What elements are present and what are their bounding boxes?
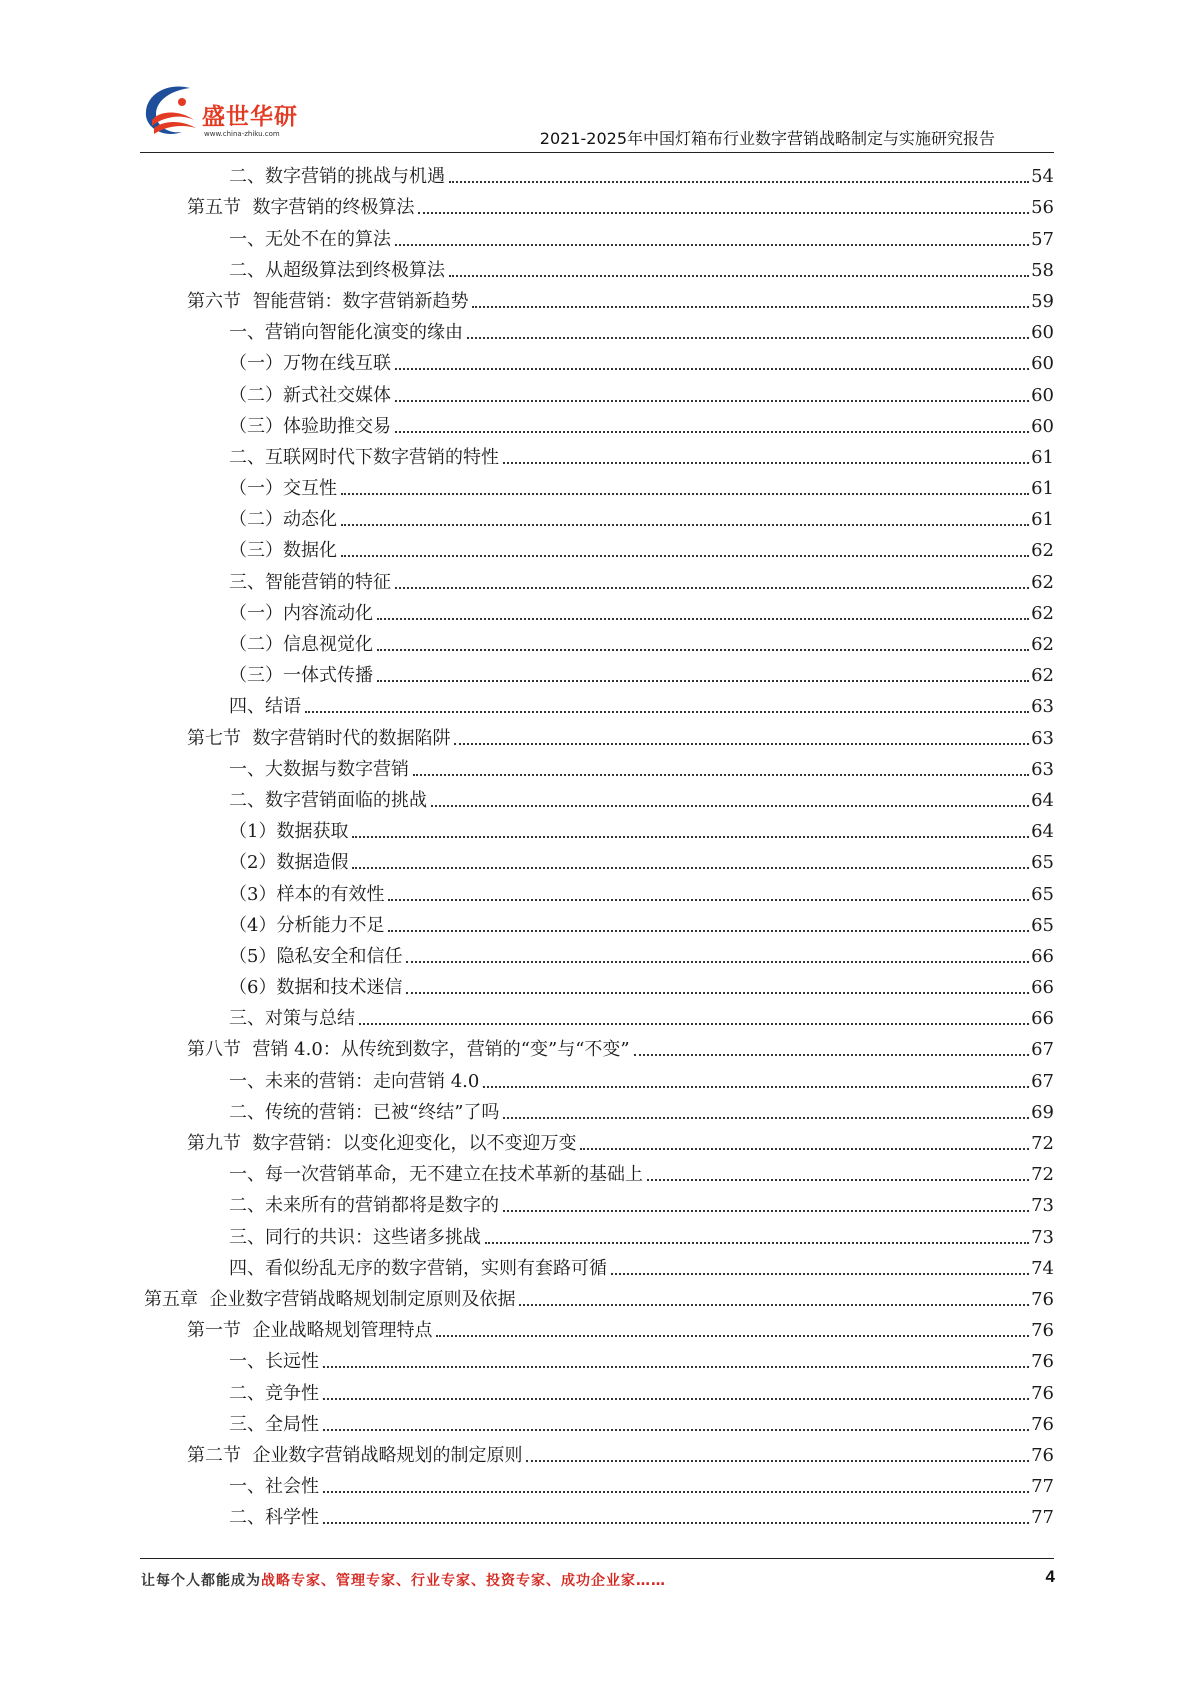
toc-dot-leader <box>352 866 1029 869</box>
toc-entry-title: （三）体验助推交易 <box>229 415 391 437</box>
toc-entry-page: 76 <box>1031 1288 1054 1310</box>
toc-entry-title: 第一节 企业战略规划管理特点 <box>187 1320 433 1342</box>
toc-dot-leader <box>483 1085 1029 1088</box>
toc-entry-page: 66 <box>1031 977 1054 999</box>
toc-entry-title: 一、无处不在的算法 <box>229 228 391 250</box>
toc-entry[interactable] <box>0 252 1191 283</box>
toc-entry-title: 一、长远性 <box>229 1351 319 1373</box>
toc-entry-title: 二、数字营销的挑战与机遇 <box>229 166 445 188</box>
logo-website: www.china-zhiku.com <box>204 130 280 138</box>
footer-slogan <box>141 1570 666 1590</box>
toc-entry-page: 76 <box>1031 1320 1054 1342</box>
toc-entry-title: 二、互联网时代下数字营销的特性 <box>229 446 499 468</box>
toc-entry-page: 54 <box>1031 166 1054 188</box>
toc-dot-leader <box>519 1303 1029 1306</box>
toc-entry-title: （一）交互性 <box>229 478 337 500</box>
toc-entry-page: 63 <box>1031 696 1054 718</box>
toc-dot-leader <box>359 1022 1029 1025</box>
toc-entry-page: 76 <box>1031 1413 1054 1435</box>
toc-entry[interactable] <box>0 844 1191 875</box>
toc-dot-leader <box>323 1521 1029 1524</box>
toc-dot-leader <box>413 773 1029 776</box>
toc-entry-page: 61 <box>1031 478 1054 500</box>
toc-entry-page: 60 <box>1031 322 1054 344</box>
toc-entry-page: 65 <box>1031 914 1054 936</box>
toc-dot-leader <box>341 523 1029 526</box>
toc-dot-leader <box>406 960 1029 963</box>
toc-entry-title: （2）数据造假 <box>229 852 349 874</box>
toc-entry[interactable] <box>0 532 1191 563</box>
toc-entry-page: 76 <box>1031 1351 1054 1373</box>
report-title: 2021-2025年中国灯箱布行业数字营销战略制定与实施研究报告 <box>539 129 995 148</box>
toc-entry[interactable] <box>0 1094 1191 1125</box>
toc-entry-title: 一、社会性 <box>229 1476 319 1498</box>
toc-entry[interactable] <box>0 158 1191 189</box>
toc-entry[interactable] <box>0 875 1191 906</box>
toc-dot-leader <box>388 929 1029 932</box>
toc-entry-page: 73 <box>1031 1195 1054 1217</box>
toc-entry-page: 72 <box>1031 1164 1054 1186</box>
logo-brand-name: 盛世华研 <box>202 104 298 130</box>
toc-dot-leader <box>395 399 1029 402</box>
toc-dot-leader <box>503 1209 1029 1212</box>
toc-dot-leader <box>323 1490 1029 1493</box>
toc-entry-page: 62 <box>1031 634 1054 655</box>
toc-entry[interactable] <box>0 439 1191 470</box>
toc-entry[interactable] <box>0 782 1191 813</box>
toc-entry-page: 60 <box>1031 415 1054 437</box>
toc-entry[interactable] <box>0 1031 1191 1062</box>
toc-dot-leader <box>323 1428 1029 1431</box>
toc-entry[interactable] <box>0 1281 1191 1312</box>
toc-entry-page: 60 <box>1031 384 1054 406</box>
toc-entry-title: 二、传统的营销：已被“终结”了吗 <box>229 1101 500 1123</box>
toc-entry-page: 77 <box>1031 1476 1054 1498</box>
toc-entry[interactable] <box>0 408 1191 439</box>
toc-entry-page: 63 <box>1031 727 1054 749</box>
toc-entry-title: （6）数据和技术迷信 <box>229 977 403 999</box>
toc-entry-title: 三、对策与总结 <box>229 1008 355 1030</box>
toc-entry-page: 66 <box>1031 1008 1054 1030</box>
toc-entry-page: 65 <box>1031 883 1054 905</box>
toc-entry[interactable] <box>0 283 1191 314</box>
footer-slogan-prefix: 让每个人都能成为 <box>141 1573 261 1589</box>
toc-entry-page: 62 <box>1031 540 1054 562</box>
toc-dot-leader <box>395 367 1029 370</box>
toc-entry-title: 第八节 营销 4.0：从传统到数字，营销的“变”与“不变” <box>187 1039 630 1061</box>
toc-entry-title: 二、竞争性 <box>229 1382 319 1404</box>
toc-entry-title: 三、智能营销的特征 <box>229 571 391 593</box>
toc-dot-leader <box>634 1053 1029 1056</box>
toc-entry-page: 65 <box>1031 852 1054 874</box>
toc-entry[interactable] <box>0 1437 1191 1468</box>
toc-entry-title: （3）样本的有效性 <box>229 883 385 905</box>
toc-entry-page: 61 <box>1031 446 1054 468</box>
toc-entry-page: 76 <box>1031 1444 1054 1466</box>
toc-entry[interactable] <box>0 1000 1191 1031</box>
toc-entry-title: （三）一体式传播 <box>229 665 373 687</box>
toc-entry-title: （二）信息视觉化 <box>229 634 373 655</box>
toc-entry-title: （1）数据获取 <box>229 821 349 843</box>
toc-dot-leader <box>454 742 1029 745</box>
header-divider <box>140 152 1054 153</box>
toc-entry[interactable] <box>0 1187 1191 1218</box>
footer-slogan-highlight: 战略专家、管理专家、行业专家、投资专家、成功企业家…… <box>261 1573 666 1589</box>
toc-entry[interactable] <box>0 376 1191 407</box>
toc-entry-title: （4）分析能力不足 <box>229 914 385 936</box>
toc-entry[interactable] <box>0 969 1191 1000</box>
toc-entry-page: 62 <box>1031 571 1054 593</box>
toc-dot-leader <box>341 492 1029 495</box>
toc-entry[interactable] <box>0 1062 1191 1093</box>
toc-entry-title: （三）数据化 <box>229 540 337 562</box>
toc-entry-page: 77 <box>1031 1507 1054 1529</box>
toc-dot-leader <box>449 180 1029 183</box>
toc-dot-leader <box>395 243 1029 246</box>
toc-entry-title: 第五章 企业数字营销战略规划制定原则及依据 <box>144 1288 516 1310</box>
toc-entry-page: 64 <box>1031 789 1054 811</box>
toc-entry[interactable] <box>0 688 1191 719</box>
toc-dot-leader <box>467 336 1029 339</box>
toc-entry-page: 60 <box>1031 353 1054 375</box>
toc-entry[interactable] <box>0 314 1191 345</box>
toc-entry-page: 63 <box>1031 758 1054 780</box>
toc-entry[interactable] <box>0 938 1191 969</box>
toc-entry[interactable] <box>0 220 1191 251</box>
footer-divider <box>140 1558 1054 1559</box>
toc-entry-title: （二）动态化 <box>229 509 337 531</box>
toc-dot-leader <box>323 1365 1029 1368</box>
toc-dot-leader <box>526 1459 1029 1462</box>
toc-entry-title: 第七节 数字营销时代的数据陷阱 <box>187 727 451 749</box>
toc-entry-page: 59 <box>1031 290 1054 312</box>
toc-entry-title: 二、数字营销面临的挑战 <box>229 789 427 811</box>
toc-dot-leader <box>388 898 1029 901</box>
toc-entry-title: 一、大数据与数字营销 <box>229 758 409 780</box>
toc-entry[interactable] <box>0 1250 1191 1281</box>
toc-dot-leader <box>418 211 1029 214</box>
toc-dot-leader <box>580 1147 1029 1150</box>
toc-dot-leader <box>406 991 1029 994</box>
toc-entry-page: 67 <box>1031 1070 1054 1092</box>
toc-entry[interactable] <box>0 1468 1191 1499</box>
toc-entry-title: （二）新式社交媒体 <box>229 384 391 406</box>
toc-entry-page: 61 <box>1031 509 1054 531</box>
toc-dot-leader <box>395 586 1029 589</box>
toc-entry[interactable] <box>0 1499 1191 1530</box>
toc-entry-title: 第五节 数字营销的终极算法 <box>187 197 415 219</box>
logo-emblem-icon <box>138 80 200 142</box>
toc-entry[interactable] <box>0 907 1191 938</box>
company-logo <box>138 78 328 150</box>
toc-entry-page: 58 <box>1031 259 1054 281</box>
toc-entry[interactable] <box>0 501 1191 532</box>
toc-dot-leader <box>431 804 1029 807</box>
toc-entry-page: 72 <box>1031 1133 1054 1154</box>
toc-entry-title: 第二节 企业数字营销战略规划的制定原则 <box>187 1444 523 1466</box>
toc-entry[interactable] <box>0 719 1191 750</box>
toc-entry-page: 69 <box>1031 1101 1054 1123</box>
toc-entry-title: 第六节 智能营销：数字营销新趋势 <box>187 290 469 312</box>
toc-dot-leader <box>341 554 1029 557</box>
toc-entry[interactable] <box>0 345 1191 376</box>
toc-entry[interactable] <box>0 1156 1191 1187</box>
toc-dot-leader <box>503 1116 1029 1119</box>
toc-dot-leader <box>305 710 1029 713</box>
toc-dot-leader <box>377 648 1029 651</box>
toc-entry[interactable] <box>0 1343 1191 1374</box>
toc-entry-page: 76 <box>1031 1382 1054 1404</box>
toc-entry-page: 57 <box>1031 228 1054 250</box>
toc-entry-title: 三、同行的共识：这些诸多挑战 <box>229 1226 481 1248</box>
toc-entry-title: 第九节 数字营销：以变化迎变化，以不变迎万变 <box>187 1133 577 1154</box>
toc-entry-title: 一、营销向智能化演变的缘由 <box>229 322 463 344</box>
toc-entry-page: 66 <box>1031 945 1054 967</box>
toc-entry-title: 三、全局性 <box>229 1413 319 1435</box>
toc-dot-leader <box>472 305 1029 308</box>
toc-dot-leader <box>611 1272 1029 1275</box>
toc-dot-leader <box>503 461 1029 464</box>
toc-dot-leader <box>485 1241 1029 1244</box>
toc-entry[interactable] <box>0 657 1191 688</box>
toc-entry-title: 一、每一次营销革命，无不建立在技术革新的基础上 <box>229 1164 643 1186</box>
toc-entry[interactable] <box>0 1312 1191 1343</box>
toc-entry[interactable] <box>0 626 1191 657</box>
toc-entry-page: 62 <box>1031 602 1054 624</box>
toc-entry-page: 56 <box>1031 197 1054 219</box>
toc-entry[interactable] <box>0 189 1191 220</box>
toc-entry-title: 二、未来所有的营销都将是数字的 <box>229 1195 499 1217</box>
table-of-contents <box>0 158 1191 1530</box>
toc-entry-title: （一）万物在线互联 <box>229 353 391 375</box>
toc-entry[interactable] <box>0 1374 1191 1405</box>
toc-entry-title: 二、从超级算法到终极算法 <box>229 259 445 281</box>
toc-dot-leader <box>377 617 1029 620</box>
toc-dot-leader <box>436 1334 1029 1337</box>
toc-entry-page: 67 <box>1031 1039 1054 1061</box>
toc-entry-page: 62 <box>1031 665 1054 687</box>
toc-dot-leader <box>323 1397 1029 1400</box>
toc-entry[interactable] <box>0 563 1191 594</box>
toc-entry[interactable] <box>0 813 1191 844</box>
toc-entry-title: 四、看似纷乱无序的数字营销，实则有套路可循 <box>229 1257 607 1279</box>
toc-entry-page: 74 <box>1031 1257 1054 1279</box>
toc-dot-leader <box>647 1178 1029 1181</box>
toc-entry[interactable] <box>0 751 1191 782</box>
toc-entry-title: 一、未来的营销：走向营销 4.0 <box>229 1070 480 1092</box>
toc-entry[interactable] <box>0 1406 1191 1437</box>
toc-dot-leader <box>377 679 1029 682</box>
toc-entry-title: 四、结语 <box>229 696 301 718</box>
toc-dot-leader <box>395 430 1029 433</box>
toc-dot-leader <box>352 835 1029 838</box>
toc-entry[interactable] <box>0 595 1191 626</box>
toc-entry[interactable] <box>0 470 1191 501</box>
page-number: 4 <box>1045 1567 1055 1586</box>
toc-dot-leader <box>449 274 1029 277</box>
toc-entry-page: 73 <box>1031 1226 1054 1248</box>
toc-entry-title: 二、科学性 <box>229 1507 319 1529</box>
toc-entry-title: （5）隐私安全和信任 <box>229 945 403 967</box>
toc-entry-title: （一）内容流动化 <box>229 602 373 624</box>
toc-entry-page: 64 <box>1031 821 1054 843</box>
toc-entry[interactable] <box>0 1125 1191 1156</box>
toc-entry[interactable] <box>0 1218 1191 1249</box>
